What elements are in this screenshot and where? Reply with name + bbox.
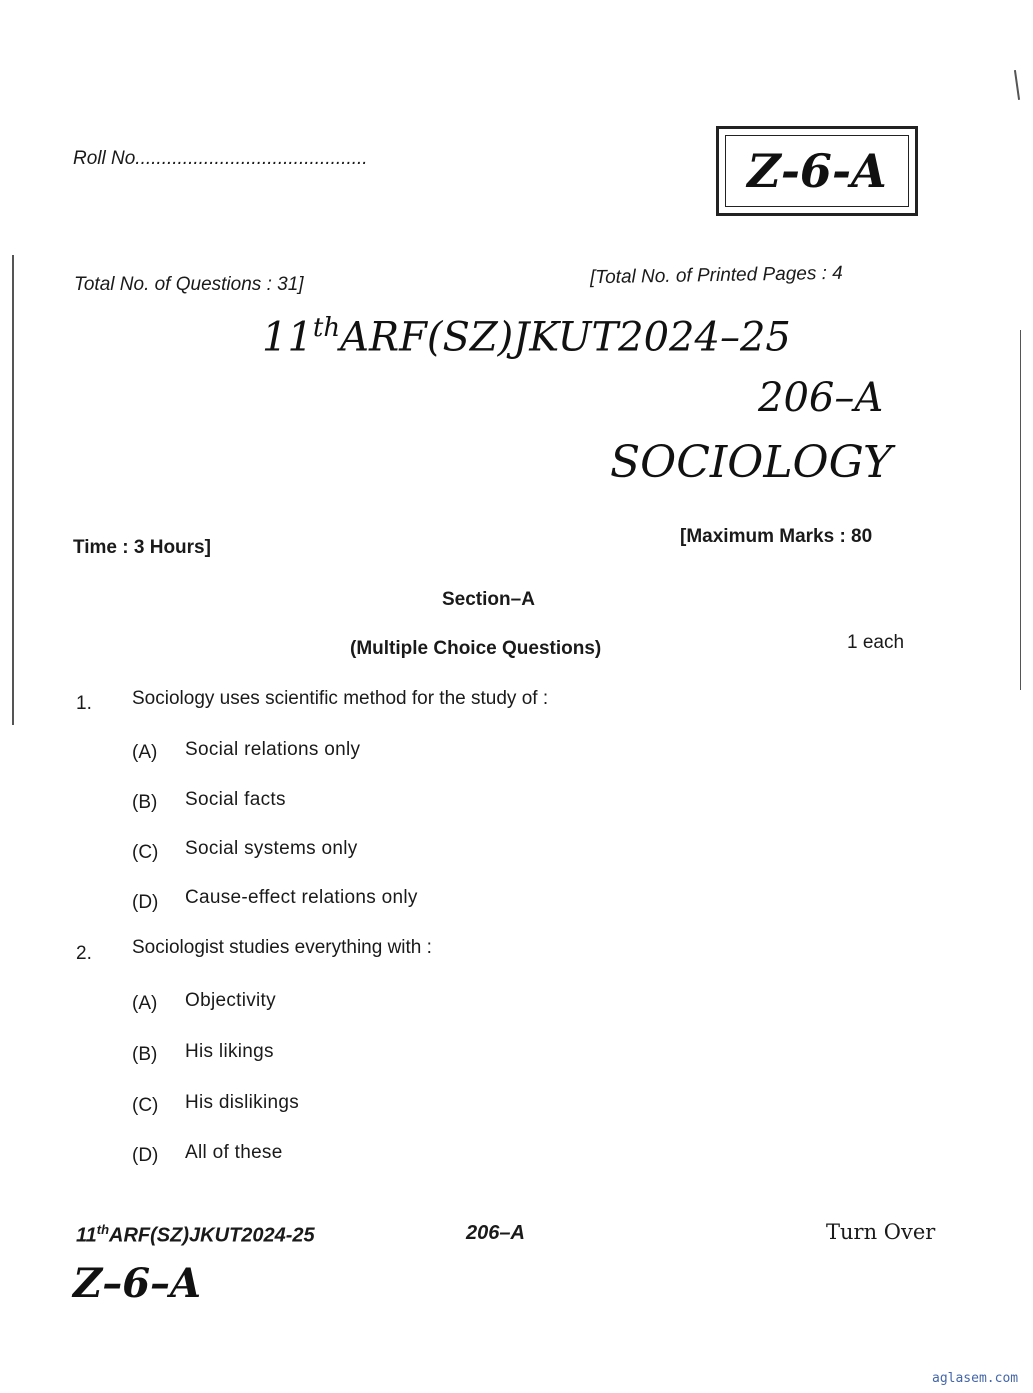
max-marks-label: [Maximum Marks : 80 xyxy=(680,526,873,547)
paper-code: Z-6-A xyxy=(747,144,887,198)
printed-pages: [Total No. of Printed Pages : 4 xyxy=(589,262,843,289)
q1-option-d-text: Cause-effect relations only xyxy=(185,887,418,908)
question-2-text: Sociologist studies everything with : xyxy=(132,937,432,958)
exam-title-suffix: ARF(SZ)JKUT2024–25 xyxy=(340,314,791,361)
footer-exam-prefix: 11 xyxy=(76,1224,97,1247)
total-questions-text: Total No. of Questions : 31] xyxy=(74,274,304,295)
scan-edge-right-top xyxy=(1014,70,1020,100)
footer-exam-title xyxy=(76,1222,315,1248)
q2-option-b-text: His likings xyxy=(185,1041,274,1062)
q2-option-c-text: His dislikings xyxy=(185,1092,300,1113)
exam-title-sup: th xyxy=(312,313,341,343)
section-heading: Section–A xyxy=(442,589,535,610)
q1-option-b-text: Social facts xyxy=(185,789,286,810)
q1-option-c-letter: (C) xyxy=(132,842,159,863)
total-questions xyxy=(74,274,304,296)
exam-title-prefix: 11 xyxy=(262,314,313,361)
roll-no-label: Roll No............................................ xyxy=(73,148,368,169)
section-subheading: (Multiple Choice Questions) xyxy=(350,638,602,659)
q1-option-a-letter: (A) xyxy=(132,742,158,763)
marks-note: 1 each xyxy=(847,632,905,653)
question-1-number: 1. xyxy=(76,693,92,714)
subject-title: SOCIOLOGY xyxy=(610,437,893,488)
turn-over-label: Turn Over xyxy=(826,1220,936,1244)
q1-option-b-letter: (B) xyxy=(132,792,158,813)
q2-option-d-letter: (D) xyxy=(132,1145,159,1166)
watermark: aglasem.com xyxy=(932,1371,1019,1386)
time-label: Time : 3 Hours] xyxy=(73,537,211,558)
q1-option-a-text: Social relations only xyxy=(185,739,361,760)
exam-title xyxy=(262,313,791,360)
footer-exam-sup: th xyxy=(96,1222,110,1237)
paper-code-inner xyxy=(725,135,909,207)
footer-paper-code: Z–6–A xyxy=(73,1260,202,1307)
scan-edge-right xyxy=(1020,330,1021,690)
q1-option-d-letter: (D) xyxy=(132,892,159,913)
q1-option-c-text: Social systems only xyxy=(185,838,358,859)
q2-option-a-text: Objectivity xyxy=(185,990,276,1011)
question-1-text: Sociology uses scientific method for the study of : xyxy=(132,688,549,709)
question-2-number: 2. xyxy=(76,943,92,964)
paper-number: 206–A xyxy=(758,375,884,421)
q2-option-a-letter: (A) xyxy=(132,993,158,1014)
q2-option-b-letter: (B) xyxy=(132,1044,158,1065)
paper-code-box xyxy=(716,126,918,216)
scan-edge-left xyxy=(12,255,14,725)
q2-option-c-letter: (C) xyxy=(132,1095,159,1116)
footer-exam-suffix: ARF(SZ)JKUT2024-25 xyxy=(109,1224,315,1247)
q2-option-d-text: All of these xyxy=(185,1142,283,1163)
footer-paper-number: 206–A xyxy=(466,1222,525,1244)
